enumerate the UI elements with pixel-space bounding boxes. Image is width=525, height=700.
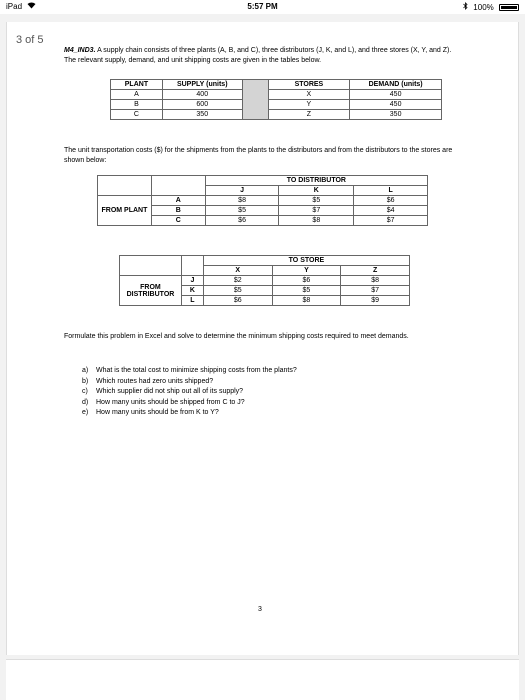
- row-label: J: [181, 276, 203, 286]
- store-cell: X: [268, 90, 350, 100]
- question-text: How many units should be shipped from C to J?: [96, 398, 245, 406]
- col-header: K: [279, 186, 354, 196]
- cost-cell: $4: [354, 206, 428, 216]
- clock: 5:57 PM: [247, 2, 278, 11]
- cost-cell: $5: [279, 196, 354, 206]
- row-label: K: [181, 286, 203, 296]
- demand-cell: 450: [350, 100, 442, 110]
- transport-cost-paragraph: The unit transportation costs ($) for the shipments from the plants to the distributors and from the distributors to the stores are shown below:: [64, 147, 453, 164]
- cost-cell: $9: [341, 296, 410, 306]
- demand-cell: 450: [350, 90, 442, 100]
- demand-header: DEMAND (units): [350, 80, 442, 90]
- group-header: TO STORE: [203, 256, 409, 266]
- stores-header: STORES: [268, 80, 350, 90]
- plant-header: PLANT: [111, 80, 163, 90]
- cost-cell: $5: [272, 286, 341, 296]
- supply-cell: 400: [162, 90, 242, 100]
- page-number: 3: [258, 606, 262, 613]
- row-label: A: [151, 196, 205, 206]
- question-label: c): [82, 388, 88, 395]
- table-row: [111, 90, 442, 100]
- page-indicator: 3 of 5: [16, 34, 44, 46]
- list-item: [82, 398, 297, 409]
- supply-header: SUPPLY (units): [162, 80, 242, 90]
- cost-cell: $6: [354, 196, 428, 206]
- supply-cell: 350: [162, 110, 242, 120]
- question-text: How many units should be from K to Y?: [96, 409, 219, 416]
- battery-icon: [499, 4, 519, 11]
- status-bar: [0, 0, 525, 14]
- question-label: b): [82, 377, 89, 385]
- battery-percent: 100%: [473, 3, 494, 12]
- blank-cell: [151, 176, 205, 196]
- col-header: J: [205, 186, 279, 196]
- question-text: Which routes had zero units shipped?: [96, 377, 214, 385]
- intro-paragraph: [64, 46, 464, 66]
- question-list: [82, 366, 297, 419]
- instructions-paragraph: Formulate this problem in Excel and solve to determine the minimum shipping costs required to meet demands.: [64, 333, 409, 340]
- row-label: L: [181, 296, 203, 306]
- store-cell: Y: [268, 100, 350, 110]
- cost-cell: $8: [279, 216, 354, 226]
- problem-code: M4_IND3.: [64, 47, 96, 54]
- row-group-header: FROM DISTRIBUTOR: [120, 276, 182, 306]
- col-header: X: [203, 266, 272, 276]
- next-document-page[interactable]: [6, 659, 519, 700]
- bluetooth-icon: [463, 2, 468, 12]
- plant-to-distributor-table: [97, 175, 428, 226]
- list-item: [82, 377, 297, 388]
- plant-cell: B: [111, 100, 163, 110]
- blank-cell: [98, 176, 152, 196]
- store-cell: Z: [268, 110, 350, 120]
- group-header: TO DISTRIBUTOR: [205, 176, 427, 186]
- blank-cell: [181, 256, 203, 276]
- list-item: [82, 366, 297, 377]
- cost-cell: $7: [341, 286, 410, 296]
- list-item: [82, 387, 297, 398]
- cost-cell: $7: [354, 216, 428, 226]
- question-text: Which supplier did not ship out all of its supply?: [96, 388, 244, 395]
- row-group-header: FROM PLANT: [98, 196, 152, 226]
- cost-cell: $8: [341, 276, 410, 286]
- row-label: B: [151, 206, 205, 216]
- table-row: [98, 196, 428, 206]
- spacer-cell: [242, 80, 268, 120]
- blank-cell: [120, 256, 182, 276]
- distributor-to-store-table: [119, 255, 410, 306]
- cost-cell: $8: [205, 196, 279, 206]
- cost-cell: $2: [203, 276, 272, 286]
- col-header: Z: [341, 266, 410, 276]
- cost-cell: $5: [203, 286, 272, 296]
- col-header: Y: [272, 266, 341, 276]
- plant-cell: A: [111, 90, 163, 100]
- cost-cell: $8: [272, 296, 341, 306]
- plant-cell: C: [111, 110, 163, 120]
- supply-demand-table: [110, 79, 442, 120]
- demand-cell: 350: [350, 110, 442, 120]
- intro-text: A supply chain consists of three plants (A, B, and C), three distributors (J, K, and L), and three stores (X, Y, and Z). The relevant supply, demand, and unit shipping costs are given in the tables below.: [64, 47, 452, 64]
- device-name: iPad: [6, 2, 23, 11]
- cost-cell: $6: [203, 296, 272, 306]
- question-label: d): [82, 398, 89, 406]
- table-row: [111, 100, 442, 110]
- table-row: [111, 110, 442, 120]
- cost-cell: $7: [279, 206, 354, 216]
- question-text: What is the total cost to minimize shipping costs from the plants?: [96, 367, 297, 374]
- question-label: a): [82, 367, 89, 374]
- row-label: C: [151, 216, 205, 226]
- question-label: e): [82, 409, 89, 416]
- cost-cell: $6: [205, 216, 279, 226]
- battery-status: [463, 2, 519, 12]
- cost-cell: $5: [205, 206, 279, 216]
- supply-cell: 600: [162, 100, 242, 110]
- col-header: L: [354, 186, 428, 196]
- table-row: [120, 276, 410, 286]
- cost-cell: $6: [272, 276, 341, 286]
- list-item: [82, 408, 297, 419]
